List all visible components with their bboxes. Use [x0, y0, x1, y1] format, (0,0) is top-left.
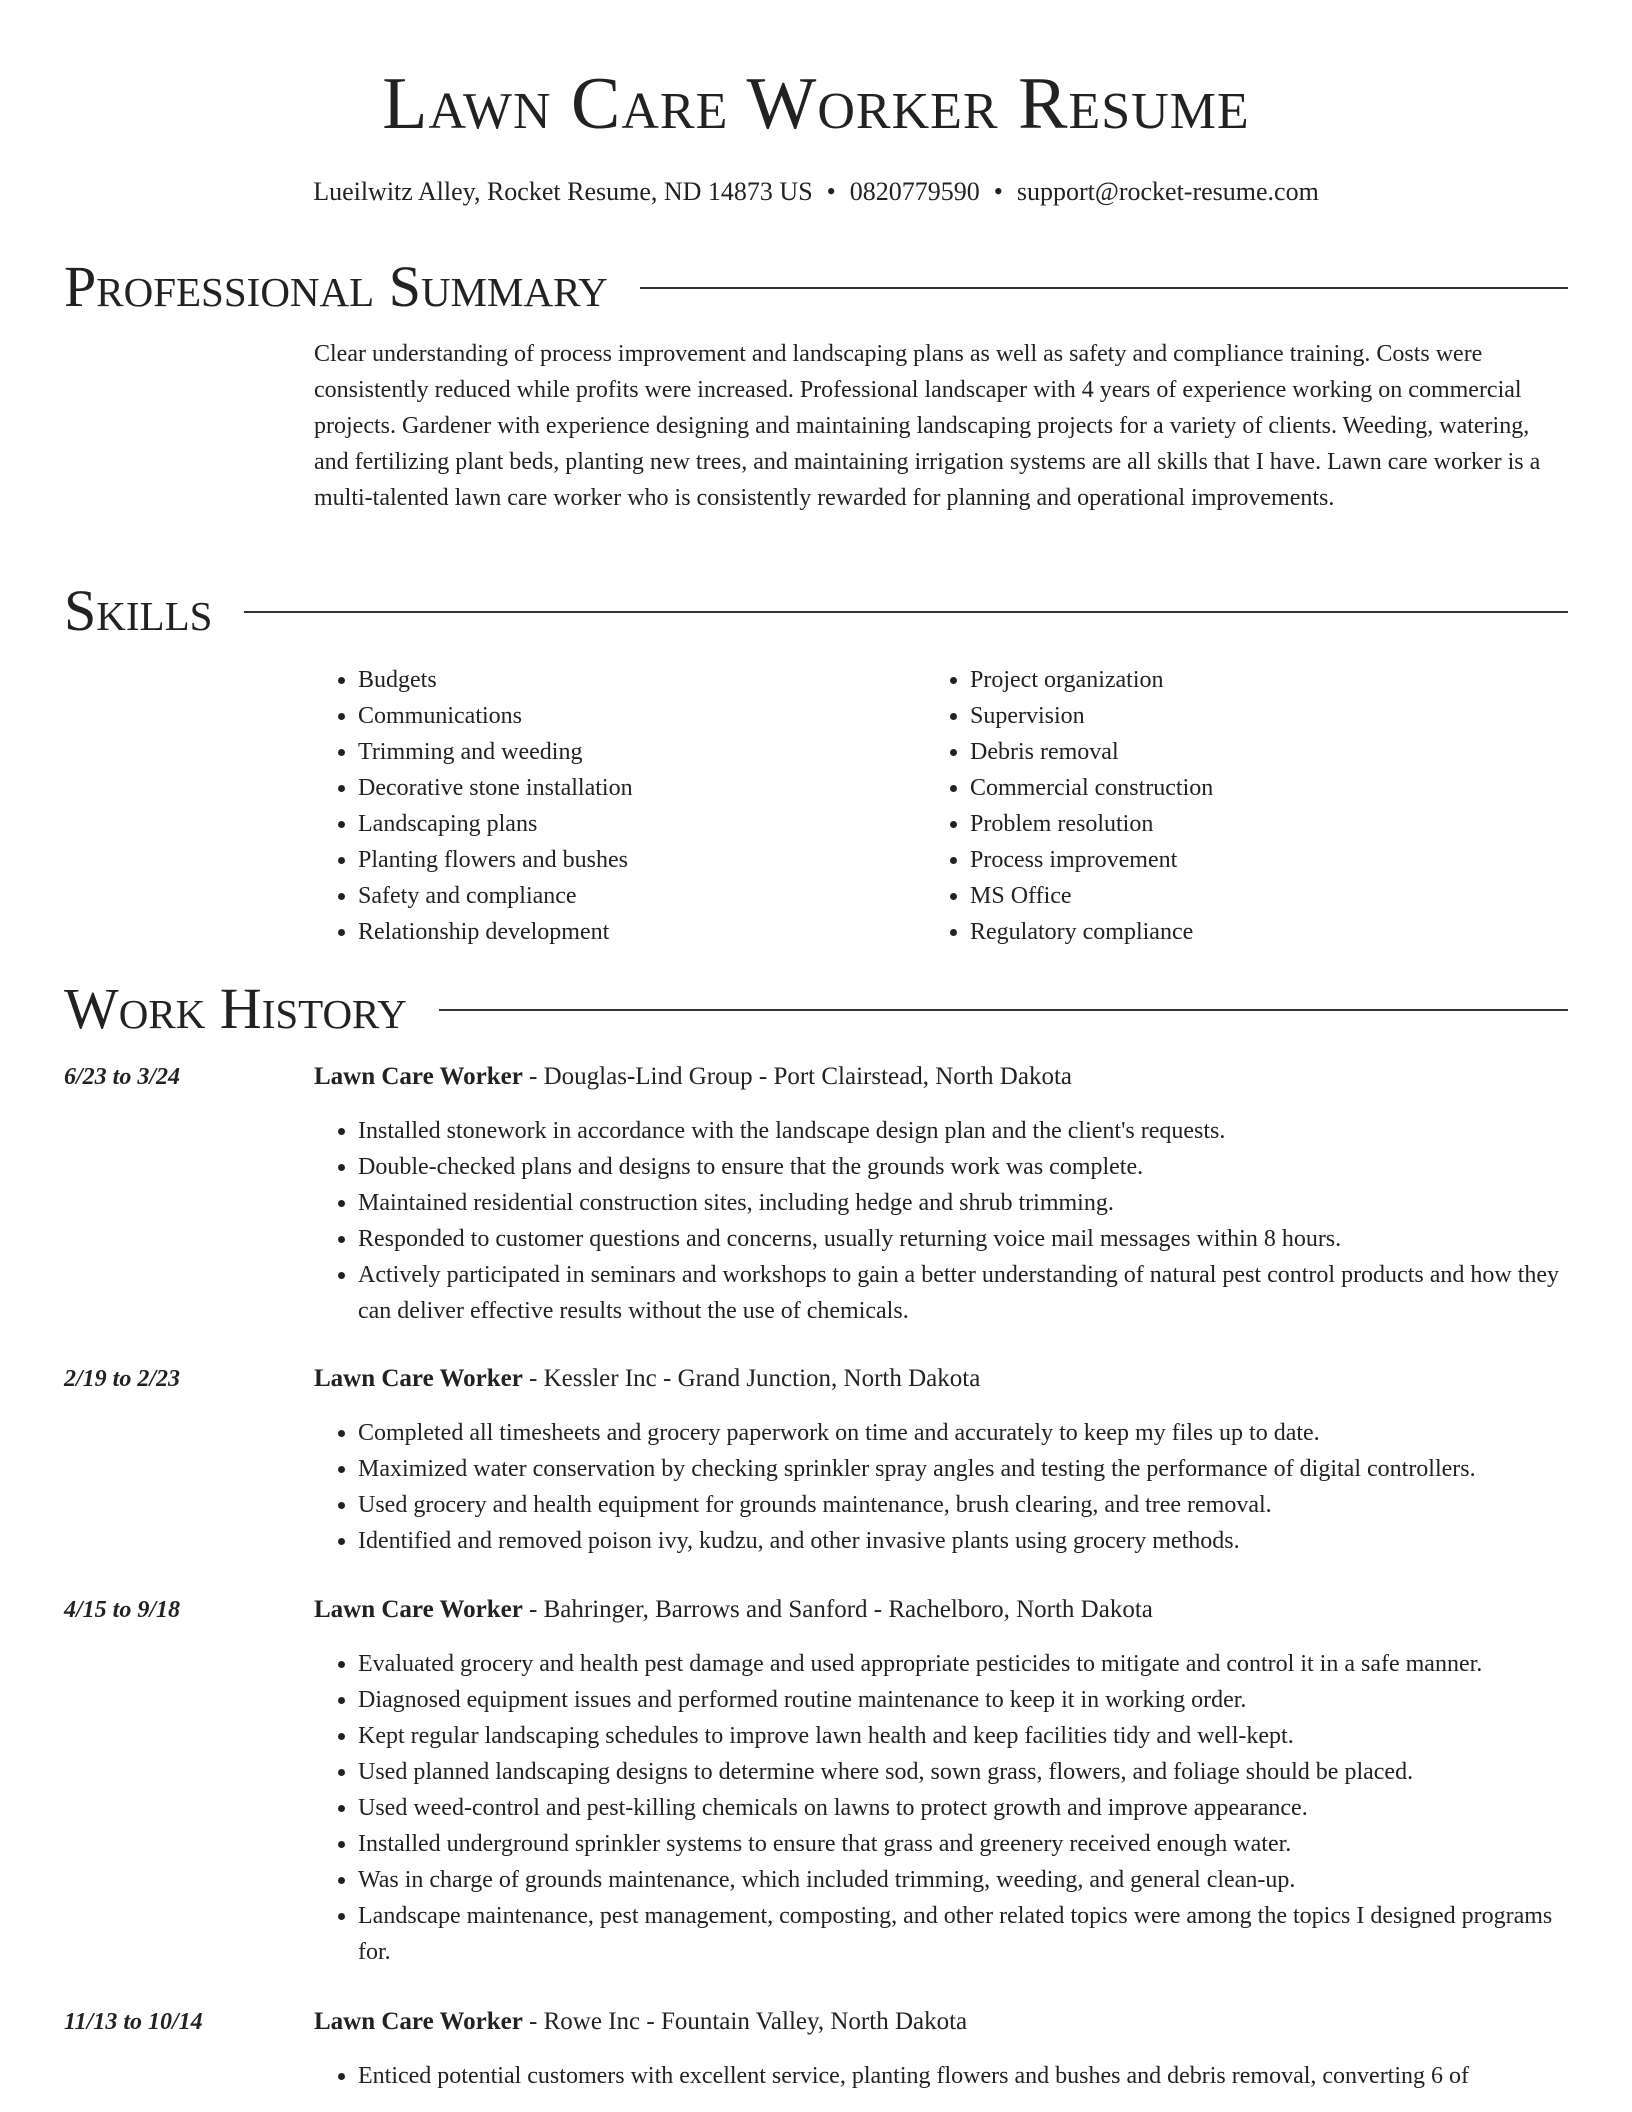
section-divider	[244, 611, 1568, 613]
skill-item: • Decorative stone installation	[358, 770, 918, 806]
job-bullet: • Diagnosed equipment issues and performed routine maintenance to keep it in working order.	[358, 1682, 1568, 1718]
job-bullet: • Double-checked plans and designs to ensure that the grounds work was complete.	[358, 1149, 1568, 1185]
job-details: - Rowe Inc - Fountain Valley, North Dakota	[522, 2008, 968, 2035]
job-details: - Bahringer, Barrows and Sanford - Rachelboro, North Dakota	[522, 1596, 1153, 1623]
job-bullet: • Enticed potential customers with excellent service, planting flowers and bushes and debris removal, converting 6 of	[358, 2058, 1568, 2094]
job-header	[314, 1059, 1568, 1095]
work-heading: Work History	[64, 976, 407, 1041]
job-dates: 6/23 to 3/24	[64, 1064, 181, 1090]
skill-item: • Safety and compliance	[358, 878, 918, 914]
skill-item: • Process improvement	[970, 842, 1530, 878]
job-role: Lawn Care Worker	[314, 1365, 523, 1392]
skill-item: • Trimming and weeding	[358, 734, 918, 770]
skill-item: • Regulatory compliance	[970, 914, 1530, 950]
job-bullet: • Used grocery and health equipment for grounds maintenance, brush clearing, and tree removal.	[358, 1487, 1568, 1523]
skill-item: • Project organization	[970, 662, 1530, 698]
job-bullet: • Installed underground sprinkler systems to ensure that grass and greenery received enough water.	[358, 1826, 1568, 1862]
job-header	[314, 1592, 1568, 1628]
job-bullet-list	[314, 1113, 1568, 1329]
contact-email: support@rocket-resume.com	[1016, 177, 1319, 206]
job-bullet: • Used weed-control and pest-killing chemicals on lawns to protect growth and improve appearance.	[358, 1790, 1568, 1826]
summary-section-header	[64, 252, 1568, 322]
skill-item: • Planting flowers and bushes	[358, 842, 918, 878]
skill-item: • MS Office	[970, 878, 1530, 914]
job-dates: 11/13 to 10/14	[64, 2009, 203, 2035]
job-bullet: • Responded to customer questions and concerns, usually returning voice mail messages within 8 hours.	[358, 1221, 1568, 1257]
skill-item: • Budgets	[358, 662, 918, 698]
contact-separator: •	[993, 177, 1003, 206]
section-divider	[439, 1009, 1568, 1011]
skill-item: • Relationship development	[358, 914, 918, 950]
work-section-header	[64, 974, 1568, 1044]
job-bullet: • Kept regular landscaping schedules to improve lawn health and keep facilities tidy and well-kept.	[358, 1718, 1568, 1754]
contact-line	[0, 174, 1632, 210]
job-bullet-list	[314, 1415, 1568, 1559]
job-bullet-list	[314, 2058, 1568, 2094]
job-header	[314, 1361, 1568, 1397]
skill-item: • Landscaping plans	[358, 806, 918, 842]
skills-list-right	[926, 662, 1530, 950]
job-bullet: • Evaluated grocery and health pest damage and used appropriate pesticides to mitigate and control it in a safe manner.	[358, 1646, 1568, 1682]
summary-heading: Professional Summary	[64, 254, 608, 319]
summary-text: Clear understanding of process improvement and landscaping plans as well as safety and compliance training. Costs were consistently reduced while profits were increased. Professional landscaper with 4 years of experience working on commercial projects. Gardener with experience designing and maintaining landscaping projects for a variety of clients. Weeding, watering, and fertilizing plant beds, planting new trees, and maintaining irrigation systems are all skills that I have. Lawn care worker is a multi-talented lawn care worker who is consistently rewarded for planning and operational improvements.	[314, 341, 1541, 511]
job-role: Lawn Care Worker	[314, 2008, 523, 2035]
skills-list-left	[314, 662, 918, 950]
job-role: Lawn Care Worker	[314, 1596, 523, 1623]
skills-section-header	[64, 576, 1568, 646]
job-bullet: • Installed stonework in accordance with the landscape design plan and the client's requests.	[358, 1113, 1568, 1149]
contact-separator: •	[826, 177, 836, 206]
job-details: - Kessler Inc - Grand Junction, North Dakota	[522, 1365, 981, 1392]
job-dates: 4/15 to 9/18	[64, 1597, 181, 1623]
job-bullet: • Actively participated in seminars and workshops to gain a better understanding of natural pest control products and how they can deliver effective results without the use of chemicals.	[358, 1257, 1568, 1329]
skills-heading: Skills	[64, 578, 213, 643]
job-details: - Douglas-Lind Group - Port Clairstead, North Dakota	[522, 1063, 1072, 1090]
job-bullet: • Was in charge of grounds maintenance, which included trimming, weeding, and general clean-up.	[358, 1862, 1568, 1898]
job-dates: 2/19 to 2/23	[64, 1366, 181, 1392]
skill-item: • Commercial construction	[970, 770, 1530, 806]
job-bullet: • Used planned landscaping designs to determine where sod, sown grass, flowers, and foliage should be placed.	[358, 1754, 1568, 1790]
job-bullet: • Completed all timesheets and grocery paperwork on time and accurately to keep my files up to date.	[358, 1415, 1568, 1451]
skill-item: • Problem resolution	[970, 806, 1530, 842]
job-bullet-list	[314, 1646, 1568, 1970]
skill-item: • Supervision	[970, 698, 1530, 734]
job-header	[314, 2004, 1568, 2040]
contact-phone: 0820779590	[849, 177, 980, 206]
resume-title: Lawn Care Worker Resume	[382, 63, 1250, 145]
job-bullet: • Maximized water conservation by checking sprinkler spray angles and testing the performance of digital controllers.	[358, 1451, 1568, 1487]
job-bullet: • Maintained residential construction sites, including hedge and shrub trimming.	[358, 1185, 1568, 1221]
skill-item: • Debris removal	[970, 734, 1530, 770]
section-divider	[640, 287, 1568, 289]
job-bullet: • Identified and removed poison ivy, kudzu, and other invasive plants using grocery methods.	[358, 1523, 1568, 1559]
job-role: Lawn Care Worker	[314, 1063, 523, 1090]
skill-item: • Communications	[358, 698, 918, 734]
job-bullet: • Landscape maintenance, pest management, composting, and other related topics were among the topics I designed programs for.	[358, 1898, 1568, 1970]
contact-address: Lueilwitz Alley, Rocket Resume, ND 14873 US	[313, 177, 813, 206]
